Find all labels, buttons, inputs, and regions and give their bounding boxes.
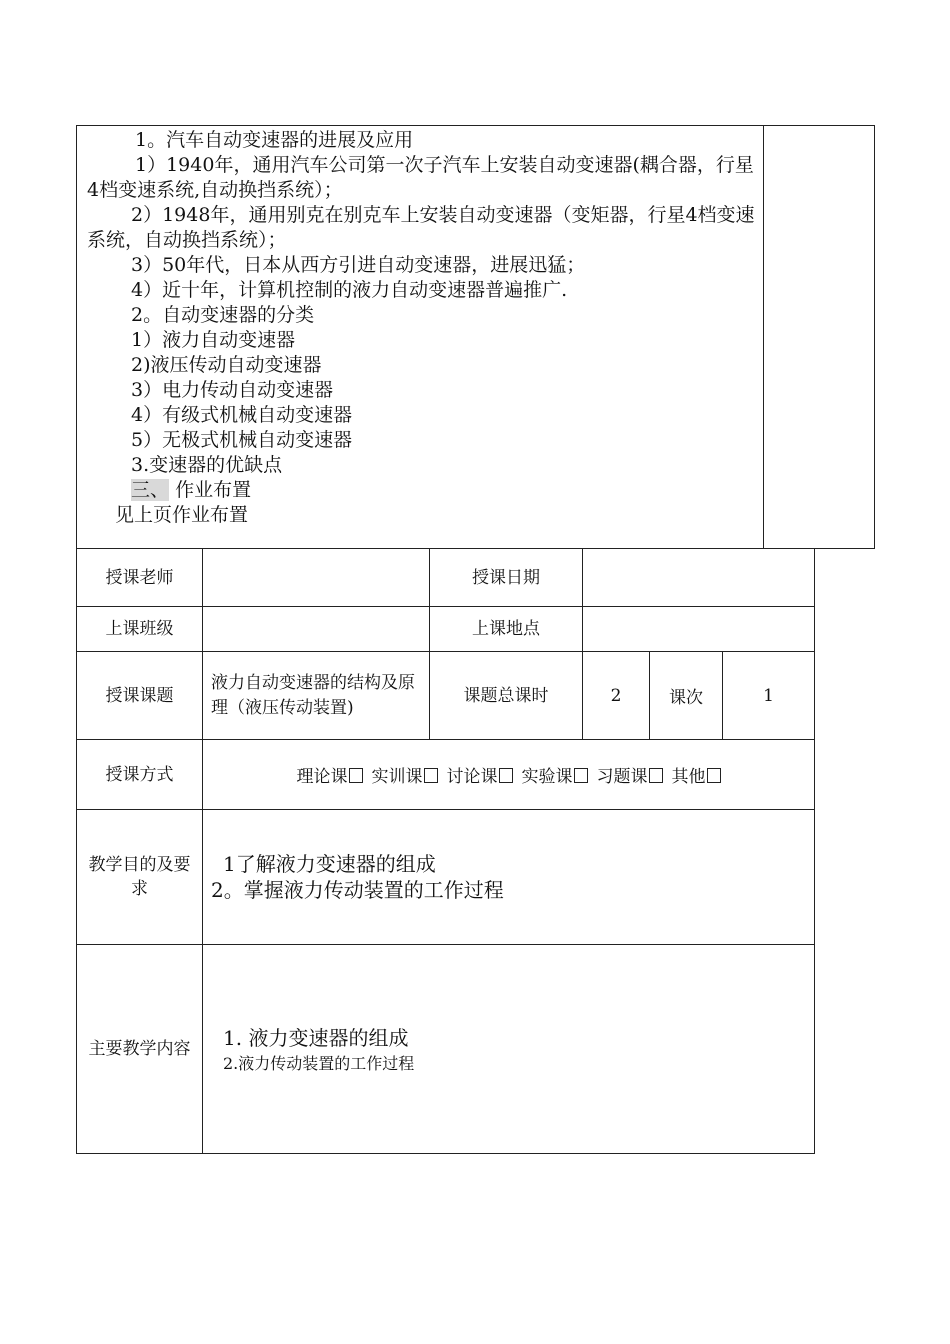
method-practical-label: 实训课 <box>371 767 423 787</box>
content-values <box>203 945 815 1154</box>
previous-lesson-text <box>87 128 757 528</box>
method-other-label: 其他 <box>671 767 706 787</box>
topic-value: 液力自动变速器的结构及原理（液压传动装置) <box>203 652 430 740</box>
method-options <box>203 740 815 810</box>
date-label: 授课日期 <box>430 549 583 607</box>
homework-heading-text: 作业布置 <box>175 479 252 501</box>
hours-value: 2 <box>583 652 650 740</box>
section-number-highlight: 三、 <box>131 479 170 501</box>
table-row <box>77 810 815 945</box>
section-heading-classification: 2。自动变速器的分类 <box>131 304 315 326</box>
class-value <box>203 607 430 652</box>
method-exercise <box>597 767 672 787</box>
method-other <box>672 767 721 787</box>
column-divider <box>763 126 764 548</box>
content-label: 主要教学内容 <box>77 945 203 1154</box>
session-label: 课次 <box>650 652 723 740</box>
homework-note: 见上页作业布置 <box>115 504 249 526</box>
table-row <box>77 607 815 652</box>
discussion-checkbox[interactable] <box>499 768 513 783</box>
date-value <box>583 549 815 607</box>
classification-item-3: 3）电力传动自动变速器 <box>131 379 334 401</box>
theory-checkbox[interactable] <box>349 768 363 783</box>
classification-item-1: 1）液力自动变速器 <box>131 329 296 351</box>
method-discussion-label: 讨论课 <box>446 767 498 787</box>
history-item-1948: 2）1948年，通用别克在别克车上安装自动变速器（变矩器，行星4档变速系统，自动换挡系统）； <box>87 204 755 251</box>
session-value: 1 <box>723 652 815 740</box>
table-row <box>77 652 815 740</box>
previous-lesson-content-box <box>76 125 875 549</box>
location-value <box>583 607 815 652</box>
history-item-1950s: 3）50年代，日本从西方引进自动变速器，进展迅猛； <box>131 254 586 276</box>
method-lab-label: 实验课 <box>521 767 573 787</box>
classification-item-4: 4）有级式机械自动变速器 <box>131 404 353 426</box>
content-item-1: 1. 液力变速器的组成 <box>223 1025 409 1050</box>
method-lab <box>522 767 597 787</box>
history-item-recent: 4）近十年，计算机控制的液力自动变速器普遍推广. <box>131 279 568 301</box>
lab-checkbox[interactable] <box>574 768 588 783</box>
class-label: 上课班级 <box>77 607 203 652</box>
location-label: 上课地点 <box>430 607 583 652</box>
section-heading-pros-cons: 3.变速器的优缺点 <box>131 454 283 476</box>
table-row <box>77 740 815 810</box>
table-row <box>77 945 815 1154</box>
exercise-checkbox[interactable] <box>649 768 663 783</box>
method-theory <box>297 767 372 787</box>
goal-item-2: 2。掌握液力传动装置的工作过程 <box>211 878 504 902</box>
content-item-2: 2.液力传动装置的工作过程 <box>223 1053 415 1073</box>
lesson-info-table <box>76 548 815 1154</box>
method-discussion <box>447 767 522 787</box>
teacher-label: 授课老师 <box>77 549 203 607</box>
goal-values <box>203 810 815 945</box>
practical-checkbox[interactable] <box>424 768 438 783</box>
goal-item-1: 1了解液力变速器的组成 <box>223 852 436 876</box>
hours-label: 课题总课时 <box>430 652 583 740</box>
method-label: 授课方式 <box>77 740 203 810</box>
classification-item-5: 5）无极式机械自动变速器 <box>131 429 353 451</box>
classification-item-2: 2)液压传动自动变速器 <box>131 354 322 376</box>
method-practical <box>372 767 447 787</box>
method-theory-label: 理论课 <box>296 767 348 787</box>
table-row <box>77 549 815 607</box>
history-item-1940: 1）1940年，通用汽车公司第一次子汽车上安装自动变速器(耦合器，行星4档变速系统,自动换挡系统）； <box>87 154 754 201</box>
other-checkbox[interactable] <box>707 768 721 783</box>
topic-label: 授课课题 <box>77 652 203 740</box>
teacher-value <box>203 549 430 607</box>
goal-label: 教学目的及要求 <box>77 810 203 945</box>
method-exercise-label: 习题课 <box>596 767 648 787</box>
homework-heading <box>87 478 757 503</box>
section-heading-development: 1。汽车自动变速器的进展及应用 <box>135 129 414 151</box>
